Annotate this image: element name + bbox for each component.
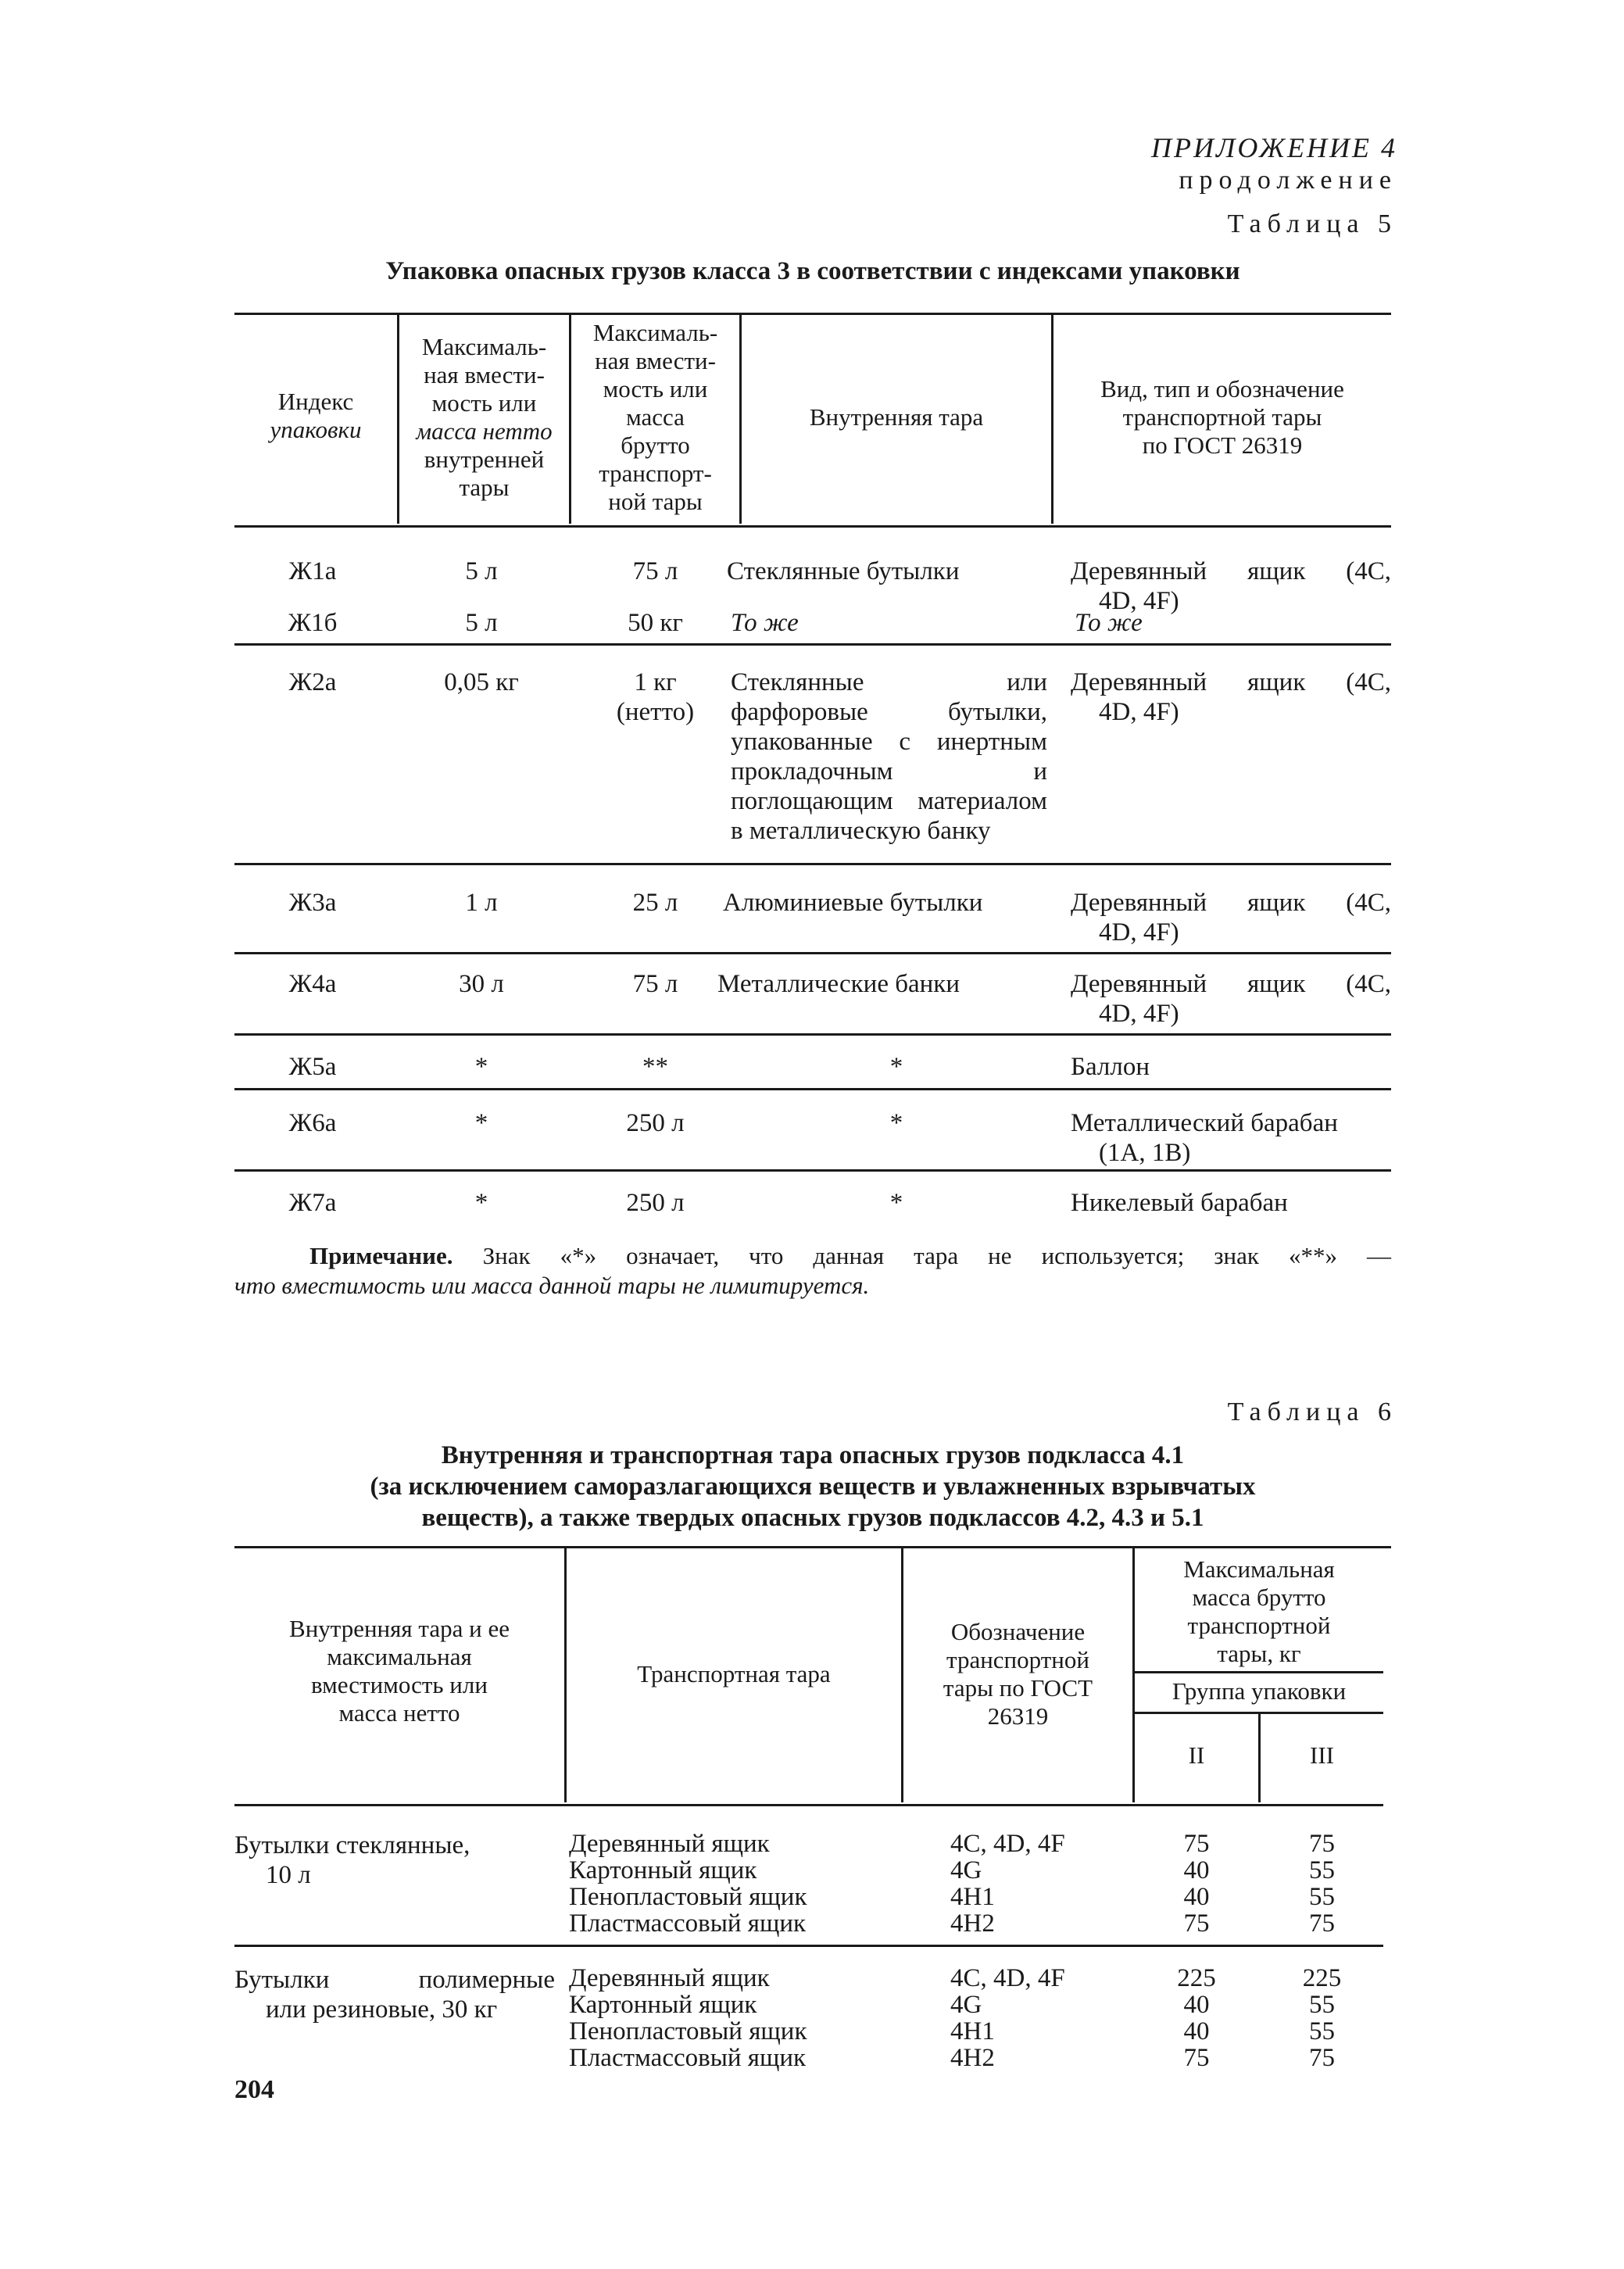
table-cell: * [889, 1189, 903, 1217]
table5-header-inner-pack: Внутренняя тара [809, 403, 984, 431]
table-cell: 75 л [632, 557, 678, 585]
table-cell: 0,05 кг [444, 668, 519, 696]
table6-header-max-mass: Максимальная масса брутто транспортной тары, кг [1183, 1555, 1335, 1667]
page-number: 204 [234, 2075, 274, 2104]
table-cell: 4С, 4D, 4F 4G 4Н1 4Н2 [950, 1830, 1065, 1938]
table-cell: То же [731, 609, 799, 637]
table6-header-group-ii: II [1188, 1741, 1205, 1769]
row-rule [234, 952, 1391, 954]
table-cell: Баллон [1071, 1053, 1150, 1081]
table6-header-gost: Обозначение транспортной тары по ГОСТ 26319 [943, 1618, 1093, 1730]
table5-header-rule [234, 525, 1391, 528]
table-cell: 4С, 4D, 4F 4G 4Н1 4Н2 [950, 1964, 1065, 2072]
row-rule [234, 1033, 1391, 1036]
table5-title: Упаковка опасных грузов класса 3 в соответствии с индексами упаковки [385, 257, 1240, 285]
table-cell: Деревянный ящик Картонный ящик Пенопластовый ящик Пластмассовый ящик [569, 1830, 807, 1938]
table-row: Ж7а [288, 1189, 337, 1217]
table-cell: То же [1075, 609, 1143, 637]
table-cell: 75 55 55 75 [1309, 1830, 1335, 1938]
row-rule [234, 1169, 1391, 1172]
table-cell: 250 л [626, 1109, 685, 1137]
table6-number: Таблица 6 [1227, 1398, 1397, 1426]
table6-header-group-iii: III [1310, 1741, 1334, 1769]
table-row: Бутылки стеклянные, 10 л [234, 1831, 470, 1889]
table-cell: 5 л [465, 609, 498, 637]
table-cell: Деревянный ящик Картонный ящик Пенопластовый ящик Пластмассовый ящик [569, 1964, 807, 2072]
table5-header-index: Индекс упаковки [270, 388, 362, 443]
table6-title: Внутренняя и транспортная тара опасных грузов подкласса 4.1 (за исключением саморазлагающихся веществ и увлажненных взрывчатых веществ), а также твердых опасных грузов подклассов 4.2, 4.3 и 5.1 [370, 1441, 1256, 1532]
table-row: Ж5а [288, 1053, 337, 1081]
table6-top-rule [234, 1546, 1391, 1548]
table-cell: * [889, 1053, 903, 1081]
row-rule [234, 643, 1391, 646]
table-cell: * [474, 1189, 488, 1217]
table-cell: Никелевый барабан [1071, 1189, 1288, 1217]
table-row: Ж6а [288, 1109, 337, 1137]
table-cell: 1 л [465, 889, 498, 917]
table5-header-inner-capacity: Максималь- ная вмести- мость или масса нетто внутренней тары [416, 333, 553, 501]
table5-note: Примечание. Знак «*» означает, что данная тара не используется; знак «**» — что вместимость или масса данной тары не лимитируется. [234, 1242, 1392, 1299]
table-cell: 75 л [632, 970, 678, 998]
table6-header-inner: Внутренняя тара и ее максимальная вместимость или масса нетто [289, 1615, 510, 1727]
table5-top-rule [234, 313, 1391, 315]
table-cell: 50 кг [628, 609, 683, 637]
table-cell: ** [642, 1053, 668, 1081]
row-rule [234, 1088, 1391, 1090]
table-row: Бутылки полимерные или резиновые, 30 кг [234, 1966, 555, 2024]
row-rule [234, 1945, 1383, 1947]
table-cell: 25 л [632, 889, 678, 917]
table-cell: 1 кг (нетто) [616, 668, 695, 726]
table5-header-outer-pack: Вид, тип и обозначение транспортной тары по ГОСТ 26319 [1100, 375, 1344, 459]
table-cell: Алюминиевые бутылки [723, 889, 983, 917]
appendix-heading: ПРИЛОЖЕНИЕ 4 [1151, 132, 1397, 163]
table-cell: Металлические банки [717, 970, 960, 998]
table-cell: Деревянный ящик (4С, 4D, 4F) [1071, 557, 1391, 615]
table6-subheader-rule [1134, 1671, 1383, 1673]
table-cell: 30 л [459, 970, 504, 998]
table5-number: Таблица 5 [1227, 209, 1397, 238]
table-cell: Металлический барабан (1А, 1В) [1071, 1109, 1338, 1167]
table-cell: * [889, 1109, 903, 1137]
table-cell: 5 л [465, 557, 498, 585]
table-cell: 75 40 40 75 [1183, 1830, 1210, 1938]
table-cell: Стеклянные бутылки [727, 557, 960, 585]
table-row: Ж1а [288, 557, 337, 585]
row-rule [234, 863, 1391, 865]
table6-header-rule [234, 1804, 1383, 1806]
table-cell: * [474, 1053, 488, 1081]
table5-header-outer-capacity: Максималь- ная вмести- мость или масса брутто транспорт- ной тары [592, 319, 718, 515]
table-cell: Деревянный ящик (4С, 4D, 4F) [1071, 889, 1391, 947]
table-cell: * [474, 1109, 488, 1137]
table-cell: 225 40 40 75 [1177, 1964, 1216, 2072]
table-row: Ж4а [288, 970, 337, 998]
table-cell: Стеклянные или фарфоровые бутылки, упакованные с инертным прокладочным и поглощающим материалом в металлическую банку [731, 668, 1047, 845]
table-row: Ж3а [288, 889, 337, 917]
table6-header-outer: Транспортная тара [637, 1660, 831, 1687]
table-row: Ж1б [288, 609, 338, 637]
table-cell: 225 55 55 75 [1302, 1964, 1342, 2072]
continuation-label: продолжение [1179, 166, 1397, 195]
table6-header-group: Группа упаковки [1171, 1677, 1347, 1705]
table-cell: Деревянный ящик (4С, 4D, 4F) [1071, 970, 1391, 1028]
table-cell: Деревянный ящик (4С, 4D, 4F) [1071, 668, 1391, 726]
table-cell: 250 л [626, 1189, 685, 1217]
table-row: Ж2а [288, 668, 337, 696]
